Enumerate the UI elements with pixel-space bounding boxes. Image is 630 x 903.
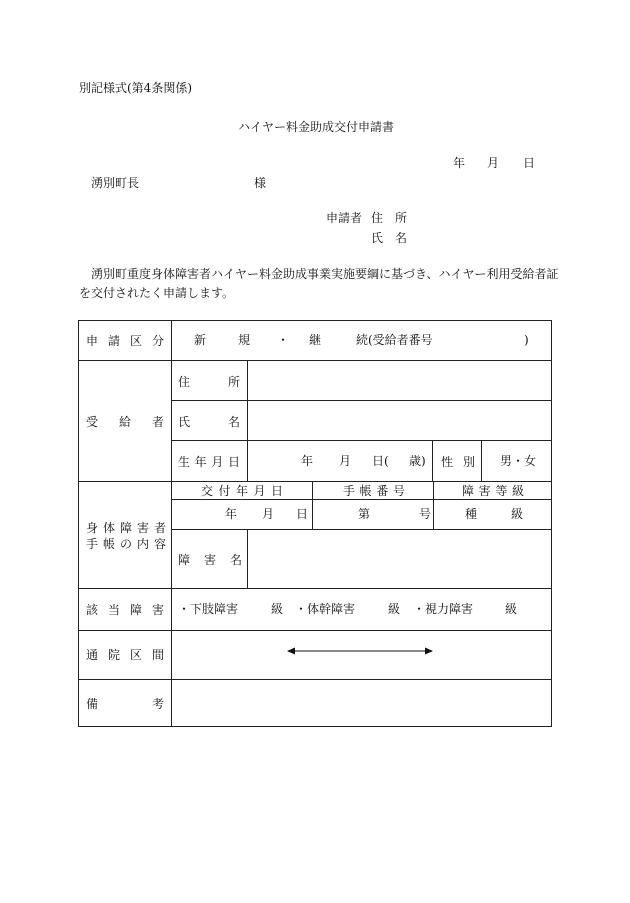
- label-application-type: 申 請 区 分: [86, 333, 164, 348]
- label-address: 住 所: [178, 374, 240, 389]
- visual-option: ・視力障害: [413, 602, 474, 616]
- type-new-char1: 新: [194, 333, 207, 347]
- honorific: 様: [254, 176, 267, 190]
- visual-grade: 級: [505, 602, 518, 616]
- grade-level: 級: [511, 507, 524, 521]
- label-handbook-line1: 身 体 障 害 者: [86, 520, 166, 535]
- dob-month: 月: [339, 454, 352, 468]
- dob-day: 日(: [372, 454, 389, 468]
- label-issue-date: 交 付 年 月 日: [201, 484, 283, 498]
- label-disability-name: 障 害 名: [178, 552, 242, 567]
- form-reference: 別記様式(第4条関係): [79, 81, 192, 95]
- label-remarks: 備 考: [86, 696, 164, 711]
- type-continue-rest: 続(受給者番号: [356, 333, 433, 347]
- applicant-address-label: 住 所: [371, 211, 408, 225]
- applicant-name-label: 氏 名: [371, 231, 408, 245]
- label-name: 氏 名: [178, 414, 240, 429]
- label-handbook-line2: 手 帳 の 内 容: [86, 536, 166, 551]
- type-continue-char1: 継: [309, 333, 322, 347]
- label-sex: 性 別: [441, 454, 475, 469]
- issue-month: 月: [262, 507, 275, 521]
- dob-age: 歳): [409, 454, 426, 468]
- type-separator: ・: [277, 333, 290, 347]
- issue-year: 年: [225, 507, 238, 521]
- label-disability-grade: 障 害 等 級: [462, 484, 524, 498]
- form-title: ハイヤー料金助成交付申請書: [238, 120, 395, 134]
- trunk-grade: 級: [388, 602, 401, 616]
- sex-options: 男・女: [500, 454, 537, 468]
- date-day: 日: [523, 156, 536, 170]
- applicant-label: 申請者: [326, 211, 363, 225]
- body-text-line2: を交付されたく申請します。: [79, 286, 235, 300]
- label-handbook-number: 手 帳 番 号: [343, 484, 405, 498]
- number-suffix: 号: [419, 507, 432, 521]
- label-hospital-route: 通 院 区 間: [86, 647, 164, 662]
- double-arrow-icon: [287, 646, 437, 656]
- dob-year: 年: [301, 454, 314, 468]
- type-close-paren: ): [524, 333, 529, 347]
- date-month: 月: [487, 156, 500, 170]
- lower-limb-grade: 級: [271, 602, 284, 616]
- number-prefix: 第: [358, 507, 371, 521]
- addressee: 湧別町長: [91, 176, 140, 190]
- label-applicable-disability: 該 当 障 害: [86, 602, 164, 617]
- label-date-of-birth: 生 年 月 日: [178, 454, 240, 469]
- type-new-char2: 規: [238, 333, 251, 347]
- body-text-line1: 湧別町重度身体障害者ハイヤー料金助成事業実施要綱に基づき、ハイヤー利用受給者証: [91, 267, 559, 281]
- trunk-option: ・体幹障害: [295, 602, 356, 616]
- label-recipient: 受 給 者: [86, 414, 164, 429]
- date-year: 年: [453, 156, 466, 170]
- grade-type: 種: [465, 507, 478, 521]
- issue-day: 日: [296, 507, 309, 521]
- lower-limb-option: ・下肢障害: [178, 602, 239, 616]
